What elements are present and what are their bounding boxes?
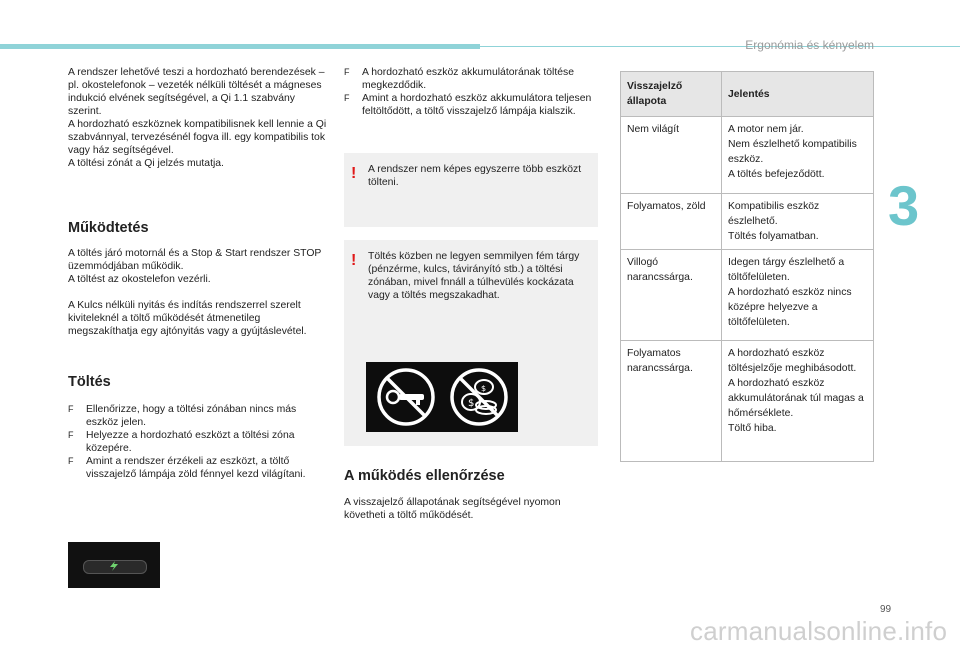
no-key-icon [379,370,433,424]
meaning-cell [722,250,874,341]
list-item [344,66,600,92]
list-item [68,429,328,455]
meaning-line: A motor nem jár. [728,124,804,135]
meaning-line: Kompatibilis eszköz észlelhető. [728,201,820,227]
intro-line: A töltési zónát a Qi jelzés mutatja. [68,158,224,169]
meaning-line: A hordozható eszköz töltésjelzője meghibásodott. [728,348,857,374]
table-row [621,341,874,462]
intro-paragraph [68,66,328,170]
step-text: Ellenőrizze, hogy a töltési zónában nincs más eszköz jelen. [86,404,297,428]
prohibited-icons [366,362,518,432]
warning-text: A rendszer nem képes egyszerre több eszközt tölteni. [368,164,582,188]
meaning-line: A töltés befejeződött. [728,169,825,180]
bullet-marker: F [68,430,74,440]
chapter-number: 3 [888,174,920,237]
no-coins-icon [452,370,506,424]
bullet-marker: F [68,456,74,466]
warning-icon: ! [351,252,357,269]
step-text: Amint a hordozható eszköz akkumulátora teljesen feltöltődött, a töltő visszajelző lámpája kialszik. [362,93,592,117]
check-heading: A működés ellenőrzése [344,468,505,484]
state-cell: Nem világít [621,117,722,194]
watermark: carmanualsonline.info [690,616,948,646]
step-text: A hordozható eszköz akkumulátorának töltése megkezdődik. [362,67,574,91]
operation-line: A töltés járó motornál és a Stop & Start rendszer STOP üzemmódjában működik. [68,248,322,272]
operation-paragraph-2: A Kulcs nélküli nyitás és indítás rendszerrel szerelt kiviteleknél a töltő működését átmenetileg megszakíthatja egy ajtónyitás vagy a gyújtáslevétel. [68,300,307,337]
state-cell: Folyamatos narancssárga. [621,341,722,462]
svg-text:$: $ [468,398,475,409]
meaning-cell [722,341,874,462]
list-item [344,92,600,118]
bullet-marker: F [344,93,350,103]
warning-box-single-device [344,153,598,227]
list-item [68,403,328,429]
intro-line: A rendszer lehetővé teszi a hordozható berendezések – pl. okostelefonok – vezeték nélküli töltését a mágneses indukció elvének segítségével, a Qi 1.1 szabvány szerint. [68,67,325,117]
step-text: Amint a rendszer érzékeli az eszközt, a töltő visszajelző lámpája zöld fénnyel kezd világítani. [86,456,306,480]
bullet-marker: F [344,67,350,77]
table-row [621,117,874,194]
list-item [68,455,328,481]
left-column [68,66,328,481]
continued-steps [344,66,600,118]
meaning-line: A hordozható eszköz nincs középre helyezve a töltőfelületen. [728,287,852,328]
section-title: Ergonómia és kényelem [745,38,874,52]
svg-text:$: $ [481,384,487,393]
meaning-cell [722,117,874,194]
intro-line: A hordozható eszköznek kompatibilisnek kell lennie a Qi szabvánnyal, tervezésénél fogva ill. egy kompatibilis tok vagy ház segítségével. [68,119,327,156]
state-cell: Villogó narancssárga. [621,250,722,341]
meaning-line: Töltő hiba. [728,423,777,434]
table-row [621,250,874,341]
warning-text: Töltés közben ne legyen semmilyen fém tárgy (pénzérme, kulcs, távirányító stb.) a töltési zónában, mivel fnnáll a túlhevülés kockázata vagy a töltés megszakadhat. [368,251,580,301]
prohibited-objects-panel [366,362,518,432]
charging-indicator-icon [108,561,120,571]
meaning-line: Idegen tárgy észlelhető a töltőfelületen. [728,257,845,283]
bullet-marker: F [68,404,74,414]
charging-steps [68,403,328,481]
operation-paragraph-1 [68,247,328,286]
operation-heading: Működtetés [68,220,149,236]
header-accent-bar [0,44,480,49]
meaning-line: A hordozható eszköz akkumulátorának túl magas a hőmérséklete. [728,378,864,419]
meaning-line: Nem észlelhető kompatibilis eszköz. [728,139,857,165]
warning-icon: ! [351,165,357,182]
table-header-row [621,72,874,117]
charging-heading: Töltés [68,374,111,390]
state-cell: Folyamatos, zöld [621,194,722,250]
column-header-state: Visszajelző állapota [621,72,722,117]
meaning-cell [722,194,874,250]
check-text: A visszajelző állapotának segítségével nyomon követheti a töltő működését. [344,497,561,521]
page-number: 99 [880,604,892,615]
step-text: Helyezze a hordozható eszközt a töltési zóna közepére. [86,430,295,454]
indicator-status-table [620,71,874,462]
table-row [621,194,874,250]
middle-column [344,66,600,118]
operation-line: A töltést az okostelefon vezérli. [68,274,211,285]
meaning-line: Töltés folyamatban. [728,231,819,242]
header-accent-line [480,46,960,47]
column-header-meaning: Jelentés [722,72,874,117]
charging-indicator-image [68,542,160,588]
